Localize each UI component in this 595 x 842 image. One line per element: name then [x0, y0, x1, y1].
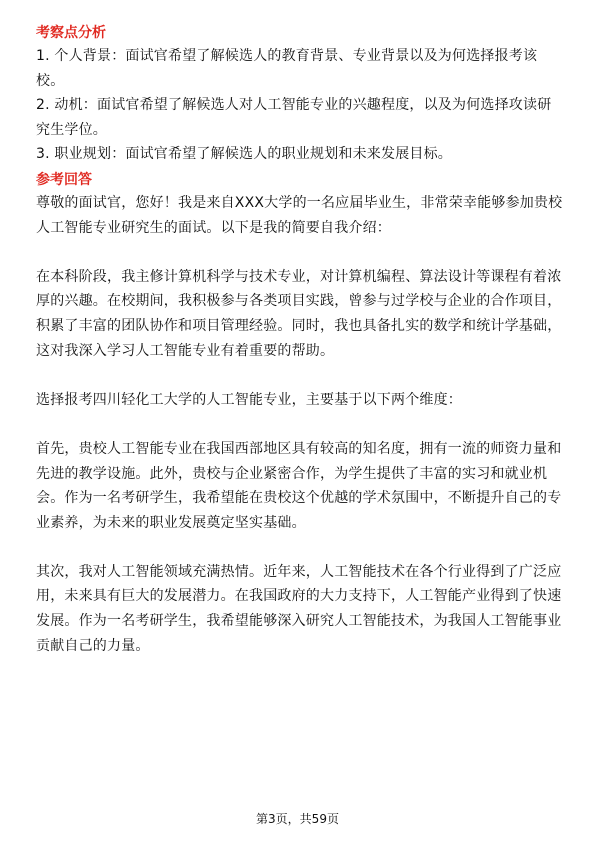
answer-paragraph-5: 其次，我对人工智能领域充满热情。近年来，人工智能技术在各个行业得到了广泛应用，未来具有巨大的发展潜力。在我国政府的大力支持下，人工智能产业得到了快速发展。作为一名考研学生，我希望能够深入研究人工智能技术，为我国人工智能事业贡献自己的力量。 [36, 563, 562, 654]
answer-paragraph-4: 首先，贵校人工智能专业在我国西部地区具有较高的知名度，拥有一流的师资力量和先进的教学设施。此外，贵校与企业紧密合作，为学生提供了丰富的实习和就业机会。作为一名考研学生，我希望能在贵校这个优越的学术氛围中，不断提升自己的专业素养，为未来的职业发展奠定坚实基础。 [36, 440, 562, 531]
answer-paragraph-3: 选择报考四川轻化工大学的人工智能专业，主要基于以下两个维度： [36, 391, 462, 408]
answer-paragraph-2: 在本科阶段，我主修计算机科学与技术专业，对计算机编程、算法设计等课程有着浓厚的兴趣。在校期间，我积极参与各类项目实践，曾参与过学校与企业的合作项目，积累了丰富的团队协作和项目管理经验。同时，我也具备扎实的数学和统计学基础，这对我深入学习人工智能专业有着重要的帮助。 [36, 268, 562, 359]
paragraph-spacer [36, 412, 564, 437]
paragraph-spacer [36, 240, 564, 265]
analysis-item-1: 1. 个人背景：面试官希望了解候选人的教育背景、专业背景以及为何选择报考该校。 [36, 48, 538, 89]
page-content [36, 22, 564, 658]
page-number-footer: 第3页，共59页 [256, 812, 339, 826]
analysis-item-3: 3. 职业规划：面试官希望了解候选人的职业规划和未来发展目标。 [36, 146, 453, 163]
section-title-answer: 参考回答 [36, 171, 92, 188]
answer-paragraph-1: 尊敬的面试官，您好！我是来自XXX大学的一名应届毕业生，非常荣幸能够参加贵校人工智能专业研究生的面试。以下是我的简要自我介绍： [36, 194, 563, 236]
paragraph-spacer [36, 535, 564, 560]
paragraph-spacer [36, 363, 564, 388]
analysis-item-2: 2. 动机：面试官希望了解候选人对人工智能专业的兴趣程度，以及为何选择攻读研究生学位。 [36, 97, 552, 138]
section-title-analysis: 考察点分析 [36, 25, 106, 41]
